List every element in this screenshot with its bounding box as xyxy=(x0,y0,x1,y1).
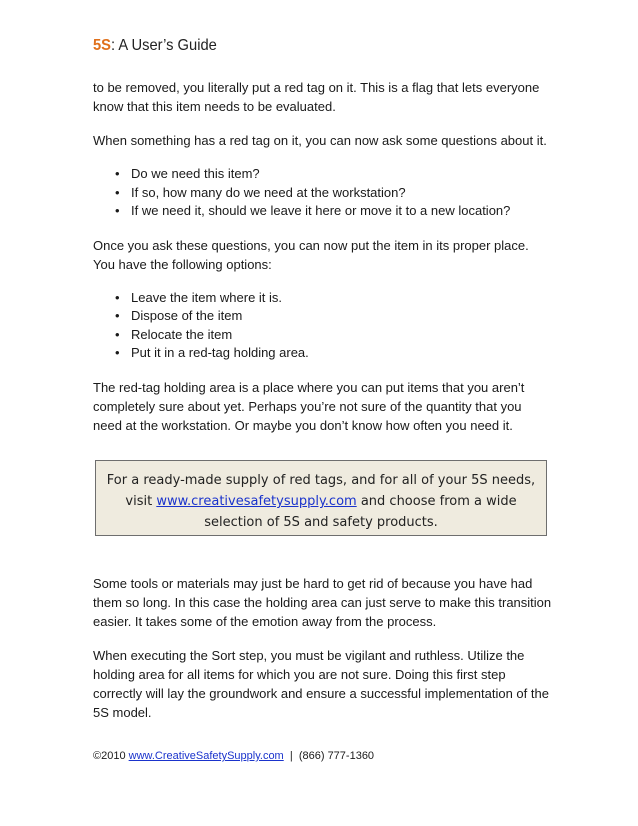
callout-visit-text: visit xyxy=(125,494,157,509)
list-item: • Relocate the item xyxy=(131,326,553,345)
callout-line-1: For a ready-made supply of red tags, and for all of your 5S needs, xyxy=(106,473,536,488)
list-item: • Dispose of the item xyxy=(131,307,553,326)
list-item: • If so, how many do we need at the workstation? xyxy=(131,184,553,203)
callout-line-3: selection of 5S and safety products. xyxy=(204,515,438,530)
paragraph-hard-to-remove: Some tools or materials may just be hard to get rid of because you have had them so long. In this case the holding area can just serve to make this transition easier. It takes some of the emotion away from the process. xyxy=(93,576,552,629)
header-brand: 5S xyxy=(93,37,112,54)
list-item: • If we need it, should we leave it here or move it to a new location? xyxy=(131,202,553,221)
list-item: • Leave the item where it is. xyxy=(131,289,553,308)
callout-website-link[interactable]: www.creativesafetysupply.com xyxy=(156,494,357,509)
paragraph-questions-intro: When something has a red tag on it, you can now ask some questions about it. xyxy=(93,133,547,148)
header-title: : A User’s Guide xyxy=(111,37,217,54)
page-header xyxy=(93,37,217,55)
page-footer xyxy=(93,750,374,762)
paragraph-options-intro: Once you ask these questions, you can now put the item in its proper place. You have the following options: xyxy=(93,237,529,272)
options-list xyxy=(93,289,553,363)
callout-box xyxy=(95,460,547,536)
lower-content xyxy=(93,574,553,737)
paragraph-sort-step: When executing the Sort step, you must be vigilant and ruthless. Utilize the holding area for all items for which you are not sure. Doing this first step correctly will lay the groundwork and ensure a successful implementation of the 5S model. xyxy=(93,648,549,720)
callout-line-2-rest: and choose from a wide xyxy=(356,494,517,509)
footer-separator: | xyxy=(283,750,299,762)
paragraph-red-tag-intro: to be removed, you literally put a red tag on it. This is a flag that lets everyone know that this item needs to be evaluated. xyxy=(93,80,540,114)
list-item: • Put it in a red-tag holding area. xyxy=(131,344,553,363)
footer-copyright: ©2010 xyxy=(93,750,129,762)
footer-website-link[interactable]: www.CreativeSafetySupply.com xyxy=(128,750,284,762)
callout-line-2 xyxy=(96,491,546,512)
main-content xyxy=(93,78,553,450)
footer-phone: (866) 777-1360 xyxy=(298,750,375,762)
paragraph-holding-area: The red-tag holding area is a place where you can put items that you aren’t completely sure about yet. Perhaps you’re not sure of the quantity that you need at the workstation. Or maybe you don’t know how often you need it. xyxy=(93,379,525,433)
questions-list xyxy=(93,165,553,221)
list-item: • Do we need this item? xyxy=(131,165,553,184)
